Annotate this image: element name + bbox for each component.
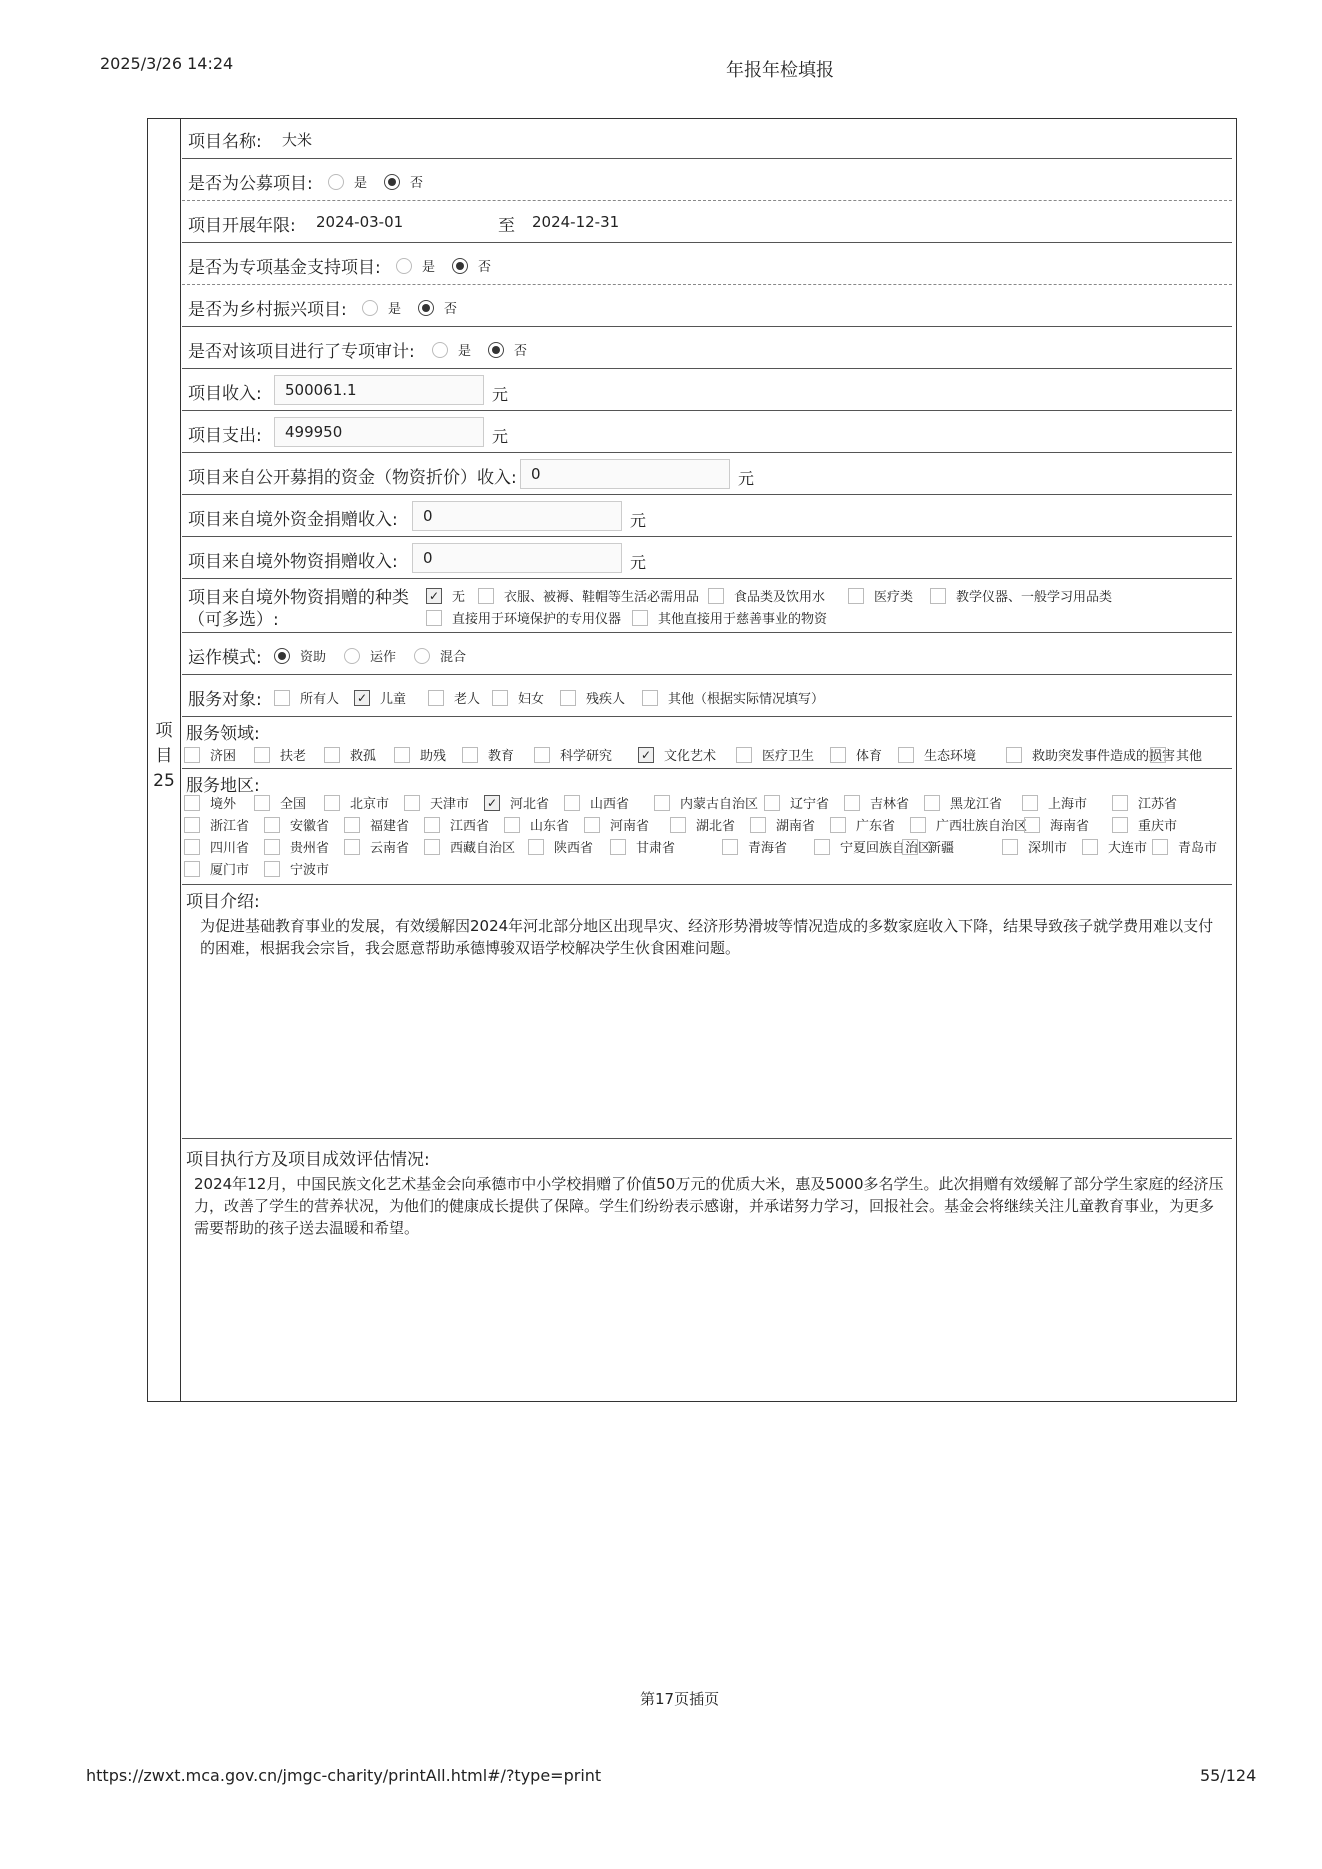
checkbox-icon	[264, 839, 280, 855]
period-end[interactable]: 2024-12-31	[532, 213, 620, 231]
row-service-fields	[182, 717, 1232, 769]
checkbox-icon	[184, 817, 200, 833]
checkbox-icon	[830, 817, 846, 833]
foreign-fund-unit: 元	[630, 511, 647, 530]
service-field-option[interactable]	[736, 745, 814, 764]
rural-yes[interactable]	[362, 298, 401, 317]
checkbox-icon	[1150, 747, 1166, 763]
checkbox-icon	[848, 588, 864, 604]
option-label: 青岛市	[1178, 841, 1218, 856]
radio-icon	[328, 174, 344, 190]
intro-label: 项目介绍:	[186, 892, 260, 912]
service-target-disabled[interactable]	[560, 688, 625, 707]
radio-icon	[396, 258, 412, 274]
row-income	[182, 369, 1232, 411]
option-label: 直接用于环境保护的专用仪器	[452, 612, 622, 627]
service-field-option[interactable]	[324, 745, 376, 764]
service-regions-label: 服务地区:	[186, 776, 260, 796]
evaluation-line-2: 力，改善了学生的营养状况，为他们的健康成长提供了保障。学生们纷纷表示感谢，并承诺努力学习，回报社会。基金会将继续关注儿童教育事业，为更多	[194, 1197, 1215, 1215]
checkbox-icon	[428, 690, 444, 706]
checkbox-icon	[184, 747, 200, 763]
side-label: 项目25	[153, 721, 175, 791]
option-label: 青海省	[748, 841, 788, 856]
option-label: 妇女	[518, 692, 545, 707]
option-label: 否	[410, 176, 424, 191]
expense-unit: 元	[492, 427, 509, 446]
checkbox-icon	[184, 861, 200, 877]
checkbox-icon	[324, 747, 340, 763]
service-region-option[interactable]	[254, 793, 306, 812]
intro-line-1: 为促进基础教育事业的发展，有效缓解因2024年河北部分地区出现旱灾、经济形势滑坡等情况造成的多数家庭收入下降，结果导致孩子就学费用难以支付	[200, 917, 1214, 935]
option-label: 否	[478, 260, 492, 275]
public-income-unit: 元	[738, 469, 755, 488]
service-region-option[interactable]	[924, 793, 1002, 812]
checkbox-icon	[1112, 817, 1128, 833]
checkbox-icon	[736, 747, 752, 763]
row-rural	[182, 285, 1232, 327]
option-label: 河北省	[510, 797, 550, 812]
option-label: 上海市	[1048, 797, 1088, 812]
service-target-children[interactable]	[354, 688, 406, 707]
service-region-option[interactable]	[324, 793, 389, 812]
option-label: 辽宁省	[790, 797, 830, 812]
service-region-option[interactable]	[564, 793, 629, 812]
option-label: 资助	[300, 650, 327, 665]
option-label: 医疗卫生	[762, 749, 815, 764]
evaluation-line-1: 2024年12月，中国民族文化艺术基金会向承德市中小学校捐赠了价值50万元的优质大米，惠及5000多名学生。此次捐赠有效缓解了部分学生家庭的经济压	[194, 1175, 1224, 1193]
goods-type-none[interactable]	[426, 586, 465, 605]
option-label: 儿童	[380, 692, 407, 707]
checkbox-icon	[814, 839, 830, 855]
option-label: 湖北省	[696, 819, 736, 834]
goods-type-food[interactable]	[708, 586, 825, 605]
checkbox-icon	[424, 817, 440, 833]
special-fund-no[interactable]	[452, 256, 491, 275]
service-region-option[interactable]	[764, 793, 829, 812]
option-label: 广西壮族自治区	[936, 819, 1028, 834]
option-label: 运作	[370, 650, 397, 665]
service-region-option[interactable]	[902, 837, 954, 856]
audit-no[interactable]	[488, 340, 527, 359]
footer-page-number: 55/124	[1200, 1766, 1257, 1785]
option-label: 其他直接用于慈善事业的物资	[658, 612, 828, 627]
public-fundraising-label: 是否为公募项目:	[188, 174, 313, 194]
foreign-goods-input[interactable]: 0	[412, 543, 622, 573]
checkbox-icon	[394, 747, 410, 763]
service-region-option[interactable]	[1002, 837, 1067, 856]
checkbox-icon	[1006, 747, 1022, 763]
operation-mode-label: 运作模式:	[188, 648, 262, 668]
option-label: 江西省	[450, 819, 490, 834]
checkbox-icon	[584, 817, 600, 833]
option-label: 残疾人	[586, 692, 626, 707]
option-label: 是	[422, 260, 436, 275]
option-label: 四川省	[210, 841, 250, 856]
service-region-option[interactable]	[424, 815, 489, 834]
project-form	[147, 118, 1237, 1402]
checkbox-icon	[264, 817, 280, 833]
checkbox-icon	[404, 795, 420, 811]
option-label: 其他（根据实际情况填写）	[668, 692, 825, 707]
checkbox-icon	[750, 817, 766, 833]
checkbox-icon	[1022, 795, 1038, 811]
checkbox-icon	[560, 690, 576, 706]
option-label: 教育	[488, 749, 515, 764]
public-fundraising-no[interactable]	[384, 172, 423, 191]
option-label: 食品类及饮用水	[734, 590, 826, 605]
option-label: 山西省	[590, 797, 630, 812]
option-label: 无	[452, 590, 466, 605]
option-label: 浙江省	[210, 819, 250, 834]
option-label: 是	[388, 302, 402, 317]
option-label: 广东省	[856, 819, 896, 834]
service-region-option[interactable]	[264, 815, 329, 834]
row-project-name	[182, 119, 1232, 159]
checkbox-icon	[924, 795, 940, 811]
checkbox-icon	[534, 747, 550, 763]
service-region-option[interactable]	[344, 815, 409, 834]
checkbox-icon	[492, 690, 508, 706]
option-label: 助残	[420, 749, 447, 764]
evaluation-text	[194, 1173, 1224, 1239]
rural-label: 是否为乡村振兴项目:	[188, 300, 347, 320]
checkbox-icon	[1082, 839, 1098, 855]
service-target-all[interactable]	[274, 688, 339, 707]
row-service-targets	[182, 675, 1232, 717]
service-field-option[interactable]	[184, 745, 236, 764]
row-audit	[182, 327, 1232, 369]
checkbox-icon	[1024, 817, 1040, 833]
option-label: 湖南省	[776, 819, 816, 834]
option-label: 天津市	[430, 797, 470, 812]
checkbox-checked-icon: ✓	[354, 690, 370, 706]
row-operation-mode	[182, 633, 1232, 675]
public-income-input[interactable]: 0	[520, 459, 730, 489]
service-region-option[interactable]	[1024, 815, 1089, 834]
checkbox-icon	[708, 588, 724, 604]
service-region-option[interactable]	[830, 815, 895, 834]
goods-type-medical[interactable]	[848, 586, 913, 605]
service-field-option[interactable]	[534, 745, 612, 764]
expense-label: 项目支出:	[188, 426, 262, 446]
option-label: 救助突发事件造成的损害	[1032, 749, 1176, 764]
period-label: 项目开展年限:	[188, 216, 296, 236]
row-public-fundraising	[182, 159, 1232, 201]
side-column	[148, 119, 181, 1401]
option-label: 老人	[454, 692, 481, 707]
public-fundraising-yes[interactable]	[328, 172, 367, 191]
checkbox-checked-icon: ✓	[426, 588, 442, 604]
option-label: 扶老	[280, 749, 307, 764]
service-field-option[interactable]	[254, 745, 306, 764]
service-target-elderly[interactable]	[428, 688, 480, 707]
option-label: 否	[514, 344, 528, 359]
service-region-option[interactable]	[404, 793, 469, 812]
option-label: 厦门市	[210, 863, 250, 878]
rural-no[interactable]	[418, 298, 457, 317]
checkbox-icon	[264, 861, 280, 877]
operation-mode-operate[interactable]	[344, 646, 396, 665]
option-label: 深圳市	[1028, 841, 1068, 856]
option-label: 医疗类	[874, 590, 914, 605]
checkbox-icon	[642, 690, 658, 706]
checkbox-icon	[254, 795, 270, 811]
option-label: 北京市	[350, 797, 390, 812]
checkbox-checked-icon: ✓	[484, 795, 500, 811]
option-label: 宁夏回族自治区	[840, 841, 932, 856]
service-region-option[interactable]	[504, 815, 569, 834]
option-label: 大连市	[1108, 841, 1148, 856]
row-public-income	[182, 453, 1232, 495]
service-region-option[interactable]	[722, 837, 787, 856]
service-fields-label: 服务领域:	[186, 724, 260, 744]
option-label: 衣服、被褥、鞋帽等生活必需用品	[504, 590, 700, 605]
option-label: 海南省	[1050, 819, 1090, 834]
intro-line-2: 的困难，根据我会宗旨，我会愿意帮助承德博骏双语学校解决学生伙食困难问题。	[200, 939, 741, 957]
checkbox-icon	[764, 795, 780, 811]
option-label: 全国	[280, 797, 307, 812]
option-label: 甘肃省	[636, 841, 676, 856]
option-label: 云南省	[370, 841, 410, 856]
goods-type-environment[interactable]	[426, 608, 621, 627]
option-label: 科学研究	[560, 749, 613, 764]
row-evaluation	[182, 1139, 1232, 1401]
checkbox-icon	[902, 839, 918, 855]
option-label: 河南省	[610, 819, 650, 834]
foreign-goods-unit: 元	[630, 553, 647, 572]
service-region-option[interactable]	[1112, 815, 1177, 834]
goods-type-daily[interactable]	[478, 586, 699, 605]
option-label: 宁波市	[290, 863, 330, 878]
checkbox-icon	[344, 839, 360, 855]
special-fund-label: 是否为专项基金支持项目:	[188, 258, 381, 278]
operation-mode-fund[interactable]	[274, 646, 326, 665]
option-label: 其他	[1176, 749, 1203, 764]
operation-mode-mixed[interactable]	[414, 646, 466, 665]
radio-checked-icon	[418, 300, 434, 316]
row-period	[182, 201, 1232, 243]
option-label: 文化艺术	[664, 749, 717, 764]
audit-yes[interactable]	[432, 340, 471, 359]
service-region-option[interactable]	[264, 859, 329, 878]
checkbox-icon	[610, 839, 626, 855]
service-region-option[interactable]	[844, 793, 909, 812]
service-target-women[interactable]	[492, 688, 544, 707]
checkbox-icon	[722, 839, 738, 855]
checkbox-icon	[254, 747, 270, 763]
checkbox-icon	[910, 817, 926, 833]
service-region-option[interactable]	[184, 859, 249, 878]
intro-text	[200, 915, 1213, 959]
option-label: 是	[354, 176, 368, 191]
radio-checked-icon	[452, 258, 468, 274]
option-label: 陕西省	[554, 841, 594, 856]
checkbox-icon	[462, 747, 478, 763]
service-region-option[interactable]	[750, 815, 815, 834]
option-label: 黑龙江省	[950, 797, 1003, 812]
row-expense	[182, 411, 1232, 453]
service-region-option[interactable]	[264, 837, 329, 856]
page-insert-note: 第17页插页	[640, 1690, 720, 1708]
footer-url: https://zwxt.mca.gov.cn/jmgc-charity/printAll.html#/?type=print	[86, 1766, 602, 1785]
option-label: 教学仪器、一般学习用品类	[956, 590, 1113, 605]
checkbox-icon	[930, 588, 946, 604]
service-region-option[interactable]	[654, 793, 758, 812]
row-intro	[182, 885, 1232, 1139]
option-label: 内蒙古自治区	[680, 797, 759, 812]
checkbox-icon	[274, 690, 290, 706]
period-start[interactable]: 2024-03-01	[316, 213, 404, 231]
checkbox-icon	[184, 795, 200, 811]
service-targets-label: 服务对象:	[188, 690, 262, 710]
row-foreign-goods	[182, 537, 1232, 579]
checkbox-icon	[844, 795, 860, 811]
service-region-option[interactable]	[610, 837, 675, 856]
option-label: 江苏省	[1138, 797, 1178, 812]
radio-icon	[362, 300, 378, 316]
option-label: 贵州省	[290, 841, 330, 856]
radio-icon	[344, 648, 360, 664]
checkbox-checked-icon: ✓	[638, 747, 654, 763]
service-region-option[interactable]	[424, 837, 515, 856]
goods-types-label-2: （可多选）:	[188, 610, 279, 630]
service-field-option[interactable]	[898, 745, 976, 764]
checkbox-icon	[1002, 839, 1018, 855]
option-label: 所有人	[300, 692, 340, 707]
option-label: 混合	[440, 650, 467, 665]
project-name-value: 大米	[282, 131, 313, 149]
option-label: 否	[444, 302, 458, 317]
service-region-option[interactable]	[184, 837, 249, 856]
checkbox-icon	[344, 817, 360, 833]
income-input[interactable]: 500061.1	[274, 375, 484, 405]
print-header-date: 2025/3/26 14:24	[100, 54, 234, 73]
checkbox-icon	[654, 795, 670, 811]
service-field-option[interactable]	[830, 745, 882, 764]
radio-checked-icon	[274, 648, 290, 664]
option-label: 新疆	[928, 841, 955, 856]
project-name-label: 项目名称:	[188, 132, 262, 152]
option-label: 安徽省	[290, 819, 330, 834]
radio-checked-icon	[384, 174, 400, 190]
special-fund-yes[interactable]	[396, 256, 435, 275]
evaluation-label: 项目执行方及项目成效评估情况:	[186, 1150, 430, 1170]
checkbox-icon	[564, 795, 580, 811]
checkbox-icon	[830, 747, 846, 763]
checkbox-icon	[632, 610, 648, 626]
radio-checked-icon	[488, 342, 504, 358]
service-region-option[interactable]	[910, 815, 1027, 834]
income-unit: 元	[492, 385, 509, 404]
service-region-option[interactable]	[1112, 793, 1177, 812]
radio-icon	[432, 342, 448, 358]
goods-type-teaching[interactable]	[930, 586, 1112, 605]
checkbox-icon	[1152, 839, 1168, 855]
option-label: 是	[458, 344, 472, 359]
option-label: 济困	[210, 749, 237, 764]
service-region-option[interactable]	[584, 815, 649, 834]
service-region-option[interactable]	[184, 793, 236, 812]
option-label: 体育	[856, 749, 883, 764]
row-foreign-fund	[182, 495, 1232, 537]
expense-input[interactable]: 499950	[274, 417, 484, 447]
service-region-option[interactable]	[1022, 793, 1087, 812]
service-field-option[interactable]	[394, 745, 446, 764]
option-label: 救孤	[350, 749, 377, 764]
service-field-option[interactable]	[462, 745, 514, 764]
option-label: 西藏自治区	[450, 841, 516, 856]
option-label: 境外	[210, 797, 237, 812]
checkbox-icon	[324, 795, 340, 811]
service-region-option[interactable]	[528, 837, 593, 856]
service-region-option[interactable]	[1082, 837, 1147, 856]
option-label: 山东省	[530, 819, 570, 834]
row-special-fund	[182, 243, 1232, 285]
radio-icon	[414, 648, 430, 664]
checkbox-icon	[426, 610, 442, 626]
checkbox-icon	[1112, 795, 1128, 811]
checkbox-icon	[424, 839, 440, 855]
row-goods-types	[182, 579, 1232, 633]
service-region-option[interactable]	[484, 793, 549, 812]
option-label: 吉林省	[870, 797, 910, 812]
print-header-title: 年报年检填报	[726, 60, 834, 81]
service-region-option[interactable]	[184, 815, 249, 834]
service-target-other[interactable]	[642, 688, 824, 707]
public-income-label: 项目来自公开募捐的资金（物资折价）收入:	[188, 468, 517, 488]
option-label: 生态环境	[924, 749, 977, 764]
income-label: 项目收入:	[188, 384, 262, 404]
period-sep: 至	[498, 216, 515, 236]
service-region-option[interactable]	[344, 837, 409, 856]
evaluation-line-3: 需要帮助的孩子送去温暖和希望。	[194, 1219, 420, 1237]
foreign-fund-label: 项目来自境外资金捐赠收入:	[188, 510, 398, 530]
goods-types-label: 项目来自境外物资捐赠的种类	[188, 588, 409, 608]
checkbox-icon	[478, 588, 494, 604]
audit-label: 是否对该项目进行了专项审计:	[188, 342, 415, 362]
goods-type-other[interactable]	[632, 608, 827, 627]
foreign-fund-input[interactable]: 0	[412, 501, 622, 531]
service-region-option[interactable]	[1152, 837, 1217, 856]
service-region-option[interactable]	[670, 815, 735, 834]
checkbox-icon	[504, 817, 520, 833]
checkbox-icon	[184, 839, 200, 855]
checkbox-icon	[670, 817, 686, 833]
foreign-goods-label: 项目来自境外物资捐赠收入:	[188, 552, 398, 572]
service-field-option[interactable]	[638, 745, 716, 764]
row-service-regions	[182, 769, 1232, 885]
checkbox-icon	[528, 839, 544, 855]
option-label: 福建省	[370, 819, 410, 834]
checkbox-icon	[898, 747, 914, 763]
option-label: 重庆市	[1138, 819, 1178, 834]
service-field-option[interactable]	[1150, 745, 1202, 764]
